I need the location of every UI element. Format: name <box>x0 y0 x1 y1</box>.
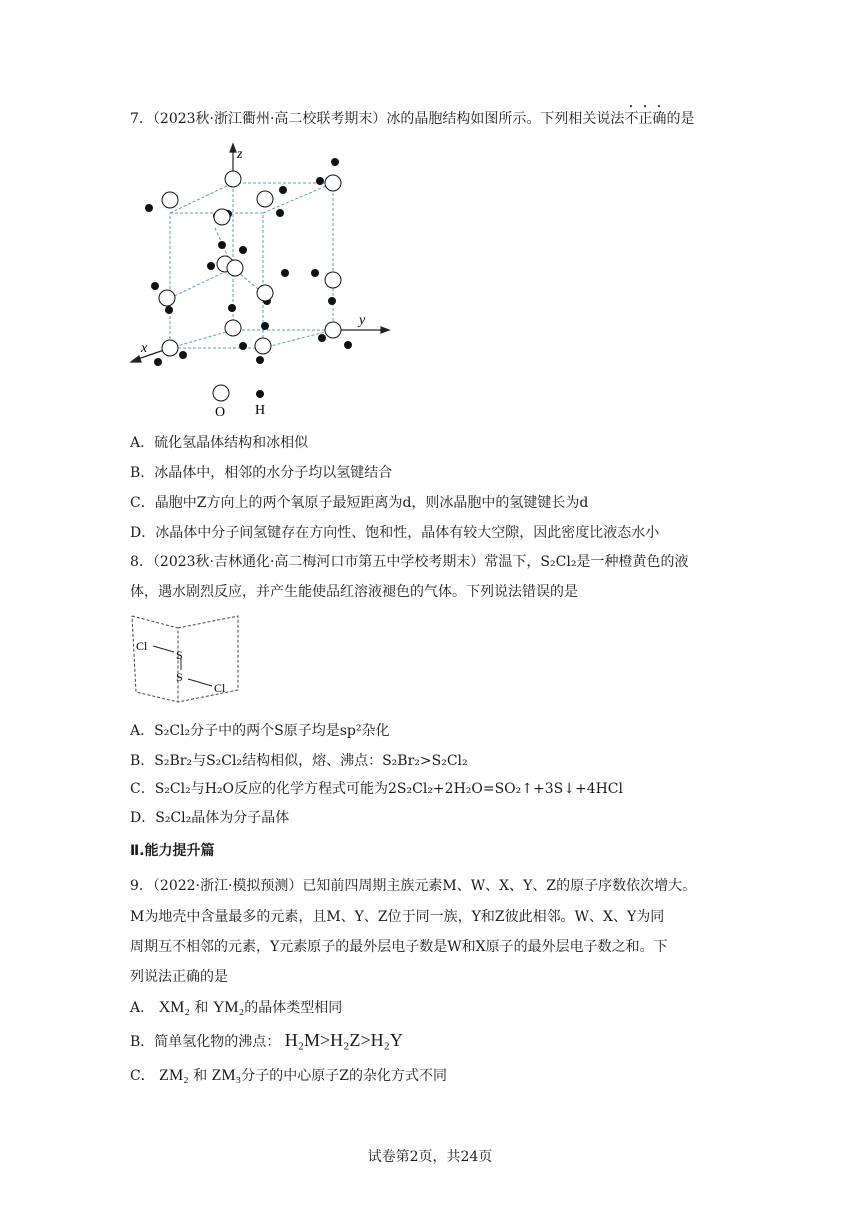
cl-left-label: Cl <box>136 639 148 653</box>
q9-option-b-formula: H₂M>H₂Z>H₂Y <box>284 1030 403 1050</box>
q7-stem-emphasis: 不正确 <box>624 111 667 127</box>
legend-o-label: O <box>215 405 226 420</box>
cl-right-label: Cl <box>214 681 226 695</box>
q8-option-a: A．S₂Cl₂分子中的两个S原子均是sp²杂化 <box>130 723 390 739</box>
s-top-label: S <box>176 648 183 662</box>
q9-option-c-mid: 和 <box>193 1068 208 1084</box>
legend-hydrogen-icon <box>256 390 264 398</box>
q8-option-d: D．S₂Cl₂晶体为分子晶体 <box>130 810 290 826</box>
q7-option-c: C．晶胞中Z方向上的两个氧原子最短距离为d，则冰晶胞中的氢键键长为d <box>130 495 589 511</box>
s-bottom-label: S <box>176 670 183 684</box>
page-footer: 试卷第2页，共24页 <box>367 1149 493 1165</box>
section-heading: Ⅱ.能力提升篇 <box>130 843 215 859</box>
q9-option-c-prefix: C． <box>130 1068 155 1084</box>
q8-stem-line2: 体，遇水剧烈反应，并产生能使品红溶液褪色的气体。下列说法错误的是 <box>130 584 578 600</box>
legend-oxygen-icon <box>213 385 229 401</box>
q9-option-a-prefix: A． <box>130 1000 155 1016</box>
legend-h-label: H <box>255 403 266 418</box>
q7-stem-end: 的是 <box>666 111 695 127</box>
axis-y-label: y <box>359 313 366 328</box>
q9-line4: 列说法正确的是 <box>130 969 228 985</box>
q9-option-c-formula2: ZM₃ <box>211 1067 242 1084</box>
q9-line1: 9．（2022·浙江·模拟预测）已知前四周期主族元素M、W、X、Y、Z的原子序数依次增大。 <box>130 878 697 894</box>
q9-option-a-mid: 和 <box>194 1000 209 1016</box>
q8-option-c: C．S₂Cl₂与H₂O反应的化学方程式可能为2S₂Cl₂+2H₂O=SO₂↑+3S↓+4HCl <box>130 781 624 797</box>
ice-crystal-figure <box>125 138 395 423</box>
q7-option-d: D．冰晶体中分子间氢键存在方向性、饱和性，晶体有较大空隙，因此密度比液态水小 <box>130 525 660 541</box>
q9-option-c <box>130 1066 447 1086</box>
axis-x-label: x <box>141 341 148 356</box>
q7-stem-text: 7．（2023秋·浙江衢州·高二校联考期末）冰的晶胞结构如图所示。下列相关说法 <box>130 111 625 127</box>
q7-option-a: A．硫化氢晶体结构和冰相似 <box>130 435 309 451</box>
q7-option-b: B．冰晶体中，相邻的水分子均以氢键结合 <box>130 465 393 481</box>
q9-option-a-suffix: 的晶体类型相同 <box>244 1000 343 1016</box>
q9-option-a-formula1: XM₂ <box>158 999 190 1016</box>
q9-option-c-suffix: 分子的中心原子Z的杂化方式不同 <box>241 1068 447 1084</box>
s2cl2-structure-figure <box>128 612 248 712</box>
q7-stem <box>130 103 694 129</box>
q9-line3: 周期互不相邻的元素，Y元素原子的最外层电子数是W和X原子的最外层电子数之和。下 <box>130 939 668 955</box>
q8-stem-line1: 8．（2023秋·吉林通化·高二梅河口市第五中学校考期末）常温下，S₂Cl₂是一种橙黄色的液 <box>130 554 689 570</box>
axis-z-label: z <box>237 147 243 162</box>
q9-option-c-formula1: ZM₂ <box>159 1067 189 1084</box>
q9-option-a <box>130 998 342 1018</box>
q8-option-b: B．S₂Br₂与S₂Cl₂结构相似，熔、沸点：S₂Br₂>S₂Cl₂ <box>130 753 468 769</box>
q9-option-b <box>130 1030 403 1052</box>
q9-option-b-prefix: B．简单氢化物的沸点： <box>130 1034 281 1050</box>
q9-option-a-formula2: YM₂ <box>212 999 245 1016</box>
q9-line2: M为地壳中含量最多的元素，且M、Y、Z位于同一族，Y和Z彼此相邻。W、X、Y为同 <box>130 909 665 925</box>
